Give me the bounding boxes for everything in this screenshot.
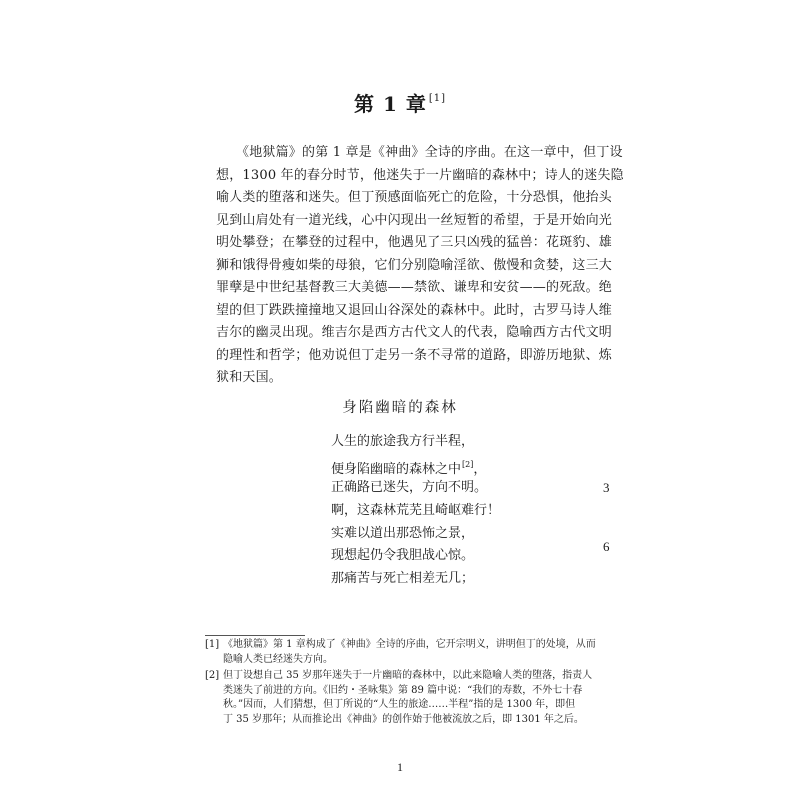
verse-punctuation: ， xyxy=(473,461,487,477)
footnote xyxy=(205,669,605,727)
footnote-text xyxy=(223,669,605,727)
summary-line: 吉尔的幽灵出现。维吉尔是西方古代文人的代表，隐喻西方古代文明 xyxy=(216,325,613,340)
footnote xyxy=(205,638,605,667)
footnote-mark: [1] xyxy=(205,639,220,650)
chapter-note-ref: [1] xyxy=(428,93,446,104)
verse-text: 正确路已迷失，方向不明。 xyxy=(331,479,488,495)
summary-line: 明处攀登；在攀登的过程中，他遇见了三只凶残的猛兽：花斑豹、雄 xyxy=(216,235,613,250)
verse-line xyxy=(331,500,651,523)
verse-text: 便身陷幽暗的森林之中 xyxy=(331,461,462,477)
summary-line: 的理性和哲学；他劝说但丁走另一条不寻常的道路，即游历地狱、炼 xyxy=(216,347,613,363)
summary-line: 想，1300 年的春分时节，他迷失于一片幽暗的森林中；诗人的迷失隐 xyxy=(216,167,624,183)
summary-line: 《地狱篇》的第 1 章是《神曲》全诗的序曲。在这一章中，但丁设 xyxy=(236,145,623,160)
summary-line: 狱和天国。 xyxy=(216,370,283,385)
chapter-title xyxy=(0,86,800,117)
footnote-divider xyxy=(205,635,305,636)
footnote-line: 但丁设想自己 35 岁那年迷失于一片幽暗的森林中，以此来隐喻人类的堕落，指责人 xyxy=(223,670,593,682)
footnote-mark: [2] xyxy=(205,670,220,682)
verse-line xyxy=(331,454,651,477)
verse-text: 实难以道出那恐怖之景， xyxy=(331,525,475,541)
footnotes xyxy=(205,638,605,730)
verse-text: 那痛苦与死亡相差无几； xyxy=(331,571,475,587)
verse-number: 3 xyxy=(603,480,610,495)
verse-line xyxy=(331,568,651,591)
verse-number: 6 xyxy=(603,539,610,554)
summary-line: 罪孽是中世纪基督教三大美德——禁欲、谦卑和安贫——的死敌。绝 xyxy=(216,280,613,295)
footnote-line: 隐喻人类已经迷失方向。 xyxy=(223,653,333,665)
footnote-line: 丁 35 岁那年；从而推论出《神曲》的创作始于他被流放之后，即 1301 年之后。 xyxy=(223,713,584,725)
footnote-line: 《地狱篇》第 1 章构成了《神曲》全诗的序曲，它开宗明义，讲明但丁的处境，从而 xyxy=(223,639,596,650)
section-title: 身陷幽暗的森林 xyxy=(342,400,458,416)
verse-text: 啊，这森林荒芜且崎岖难行！ xyxy=(331,502,501,518)
footnote-line: 类迷失了前进的方向。《旧约・圣咏集》第 89 篇中说：“我们的寿数，不外七十春 xyxy=(223,684,583,696)
footnote-line: 秋。”因而，人们猜想，但丁所说的“人生的旅途……半程”指的是 1300 年，即但 xyxy=(223,699,576,711)
poem-stanza xyxy=(331,431,651,591)
page-number: 1 xyxy=(397,760,403,774)
verse-note-ref: [2] xyxy=(462,459,474,469)
chapter-summary xyxy=(216,142,624,390)
summary-line: 见到山肩处有一道光线，心中闪现出一丝短暂的希望，于是开始向光 xyxy=(216,212,613,228)
summary-line: 望的但丁跌跌撞撞地又退回山谷深处的森林中。此时，古罗马诗人维 xyxy=(216,302,613,318)
footnote-text xyxy=(223,638,605,667)
summary-line: 喻人类的堕落和迷失。但丁预感面临死亡的危险，十分恐惧，他抬头 xyxy=(216,190,613,205)
verse-line xyxy=(331,431,651,454)
verse-text: 人生的旅途我方行半程， xyxy=(331,434,475,449)
verse-text: 现想起仍令我胆战心惊。 xyxy=(331,548,475,564)
chapter-title-text: 第 1 章 xyxy=(353,92,427,116)
summary-line: 狮和饿得骨瘦如柴的母狼，它们分别隐喻淫欲、傲慢和贪婪，这三大 xyxy=(216,257,613,273)
